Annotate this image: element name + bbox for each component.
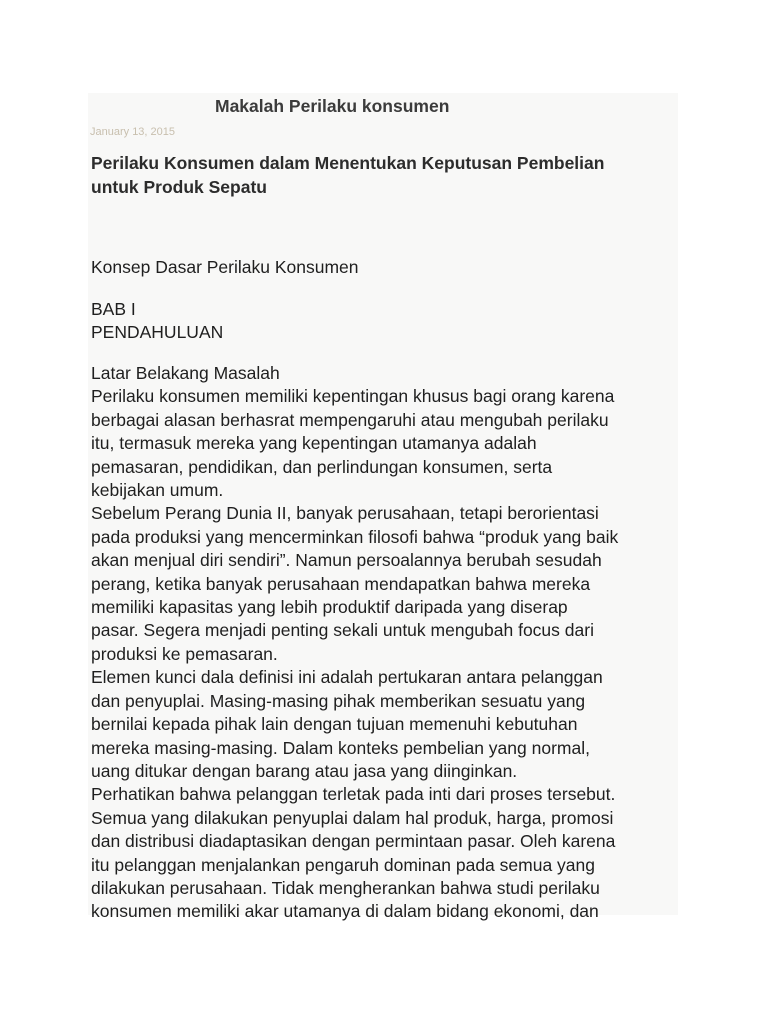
text-line: uang ditukar dengan barang atau jasa yang diinginkan. (91, 760, 518, 781)
concept-title: Konsep Dasar Perilaku Konsumen (91, 257, 359, 277)
text-line: memiliki kapasitas yang lebih produktif daripada yang diserap (91, 597, 568, 618)
text-line: mereka masing-masing. Dalam konteks pembelian yang normal, (91, 737, 590, 758)
text-line: dilakukan perusahaan. Tidak mengherankan bahwa studi perilaku (91, 877, 600, 898)
body-text (91, 362, 618, 924)
text-line: itu, termasuk mereka yang kepentingan utamanya adalah (91, 433, 537, 454)
post-heading-line: untuk Produk Sepatu (91, 177, 267, 197)
chapter-number: BAB I (91, 299, 136, 319)
text-line: dan distribusi diadaptasikan dengan permintaan pasar. Oleh karena (91, 831, 616, 852)
chapter-title: PENDAHULUAN (91, 322, 224, 343)
text-line: dan penyuplai. Masing-masing pihak memberikan sesuatu yang (91, 690, 586, 711)
post-heading (91, 151, 676, 199)
text-line: produksi ke pemasaran. (91, 643, 278, 664)
text-line: kebijakan umum. (91, 480, 224, 501)
post-date: January 13, 2015 (90, 126, 176, 138)
text-line: akan menjual diri sendiri”. Namun persoalannya berubah sesudah (91, 550, 602, 571)
chapter-heading (91, 298, 223, 345)
text-line: berbagai alasan berhasrat mempengaruhi atau mengubah perilaku (91, 409, 609, 430)
text-line: Sebelum Perang Dunia II, banyak perusahaan, tetapi berorientasi (91, 503, 599, 524)
text-line: pemasaran, pendidikan, dan perlindungan konsumen, serta (91, 456, 553, 477)
text-line: Semua yang dilakukan penyuplai dalam hal produk, harga, promosi (91, 807, 614, 828)
text-line: pada produksi yang mencerminkan filosofi bahwa “produk yang baik (91, 526, 619, 547)
post-heading-line: Perilaku Konsumen dalam Menentukan Keputusan Pembelian (91, 153, 605, 173)
text-line: perang, ketika banyak perusahaan mendapatkan bahwa mereka (91, 573, 591, 594)
text-line: Elemen kunci dala definisi ini adalah pertukaran antara pelanggan (91, 667, 603, 688)
text-line: Latar Belakang Masalah (91, 363, 280, 383)
text-line: Perhatikan bahwa pelanggan terletak pada inti dari proses tersebut. (91, 784, 616, 805)
document-title: Makalah Perilaku konsumen (215, 96, 450, 116)
text-line: bernilai kepada pihak lain dengan tujuan memenuhi kebutuhan (91, 714, 578, 735)
text-line: konsumen memiliki akar utamanya di dalam bidang ekonomi, dan (91, 901, 599, 922)
text-line: Perilaku konsumen memiliki kepentingan khusus bagi orang karena (91, 386, 615, 407)
text-line: itu pelanggan menjalankan pengaruh dominan pada semua yang (91, 854, 595, 875)
text-line: pasar. Segera menjadi penting sekali untuk mengubah focus dari (91, 620, 594, 641)
